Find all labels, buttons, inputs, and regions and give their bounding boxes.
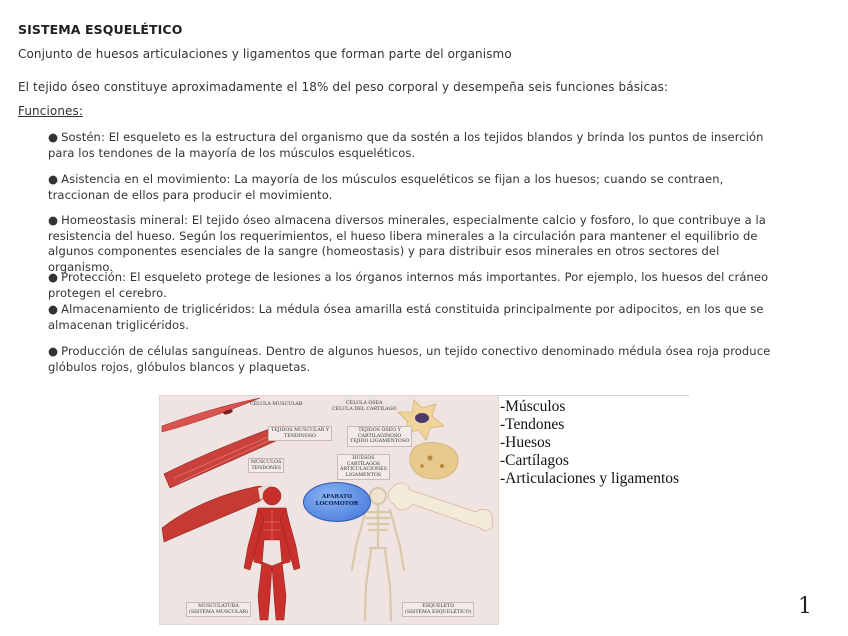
function-item-homeostasis [48, 213, 788, 275]
function-text: La médula ósea amarilla está constituida principalmente por adipocitos, en los que se almacenan triglicéridos. [48, 302, 764, 332]
function-item-sosten [48, 130, 788, 161]
function-item-celulas-sanguineas [48, 344, 788, 375]
locomotor-label: APARATO LOCOMOTOR [315, 494, 359, 507]
bullet: ● [48, 344, 59, 358]
label-tejidos-muscular: TEJIDOS MUSCULAR Y TENDINOSO [268, 426, 332, 441]
list-item: -Tendones [500, 416, 565, 433]
list-item: -Músculos [500, 398, 566, 415]
function-item-movimiento [48, 172, 788, 203]
function-name: Almacenamiento de triglicéridos: [61, 302, 256, 316]
function-text: Dentro de algunos huesos, un tejido conectivo denominado médula ósea roja produce glóbulos rojos, glóbulos blancos y plaquetas. [48, 344, 771, 374]
function-text: El esqueleto es la estructura del organismo que da sostén a los tejidos blandos y brinda los puntos de inserción para los tendones de la mayoría de los músculos esqueléticos. [48, 130, 764, 160]
function-text: La mayoría de los músculos esqueléticos se fijan a los huesos; cuando se contraen, traccionan de ellos para producir el movimiento. [48, 172, 724, 202]
function-name: Sostén: [61, 130, 105, 144]
page-title: SISTEMA ESQUELÉTICO [18, 22, 183, 37]
function-item-trigliceridos [48, 302, 788, 333]
list-top-divider [497, 395, 689, 396]
function-name: Asistencia en el movimiento: [61, 172, 231, 186]
locomotor-bubble [303, 482, 371, 522]
function-name: Homeostasis mineral: [61, 213, 189, 227]
label-celula-osea: CÉLULA ÓSEA CÉLULA DEL CARTÍLAGO [332, 401, 397, 412]
label-musculos-tendones: MÚSCULOS TENDONES [248, 458, 284, 473]
bullet: ● [48, 270, 59, 284]
bullet: ● [48, 213, 59, 227]
bullet: ● [48, 172, 59, 186]
function-name: Producción de células sanguíneas. [61, 344, 263, 358]
list-item: -Cartílagos [500, 452, 569, 469]
page-subtitle: Conjunto de huesos articulaciones y ligamentos que forman parte del organismo [18, 47, 512, 61]
functions-heading: Funciones: [18, 104, 84, 118]
label-celula-muscular: CÉLULA MUSCULAR [250, 402, 303, 407]
label-huesos-list: HUESOS CARTÍLAGOS ARTICULACIONES LIGAMENTOS [337, 454, 390, 480]
bullet: ● [48, 302, 59, 316]
page-number: 1 [798, 594, 812, 619]
label-musculatura: MUSCULATURA (SISTEMA MUSCULAR) [186, 602, 251, 617]
function-text: El tejido óseo almacena diversos minerales, especialmente calcio y fosforo, lo que contribuye a la resistencia del hueso. Según los requerimientos, el hueso libera minerales a la circulación para mantener el equilibrio de algunos componentes esenciales de la sangre (homeostasis) y para distribuir esos minerales en otros sectores del organismo. [48, 213, 766, 274]
function-name: Protección: [61, 270, 127, 284]
components-list [500, 398, 679, 488]
list-item: -Huesos [500, 434, 551, 451]
label-tejidos-oseo: TEJIDOS ÓSEO Y CARTILAGINOSO TEJIDO LIGAMENTOSO [347, 426, 412, 447]
label-esqueleto: ESQUELETO (SISTEMA ESQUELÉTICO) [402, 602, 474, 617]
bullet: ● [48, 130, 59, 144]
intro-paragraph: El tejido óseo constituye aproximadamente el 18% del peso corporal y desempeña seis funciones básicas: [18, 80, 669, 94]
list-item: -Articulaciones y ligamentos [500, 470, 680, 487]
function-item-proteccion [48, 270, 788, 301]
locomotor-figure [159, 395, 499, 625]
function-text: El esqueleto protege de lesiones a los órganos internos más importantes. Por ejemplo, los huesos del cráneo protegen el cerebro. [48, 270, 769, 300]
